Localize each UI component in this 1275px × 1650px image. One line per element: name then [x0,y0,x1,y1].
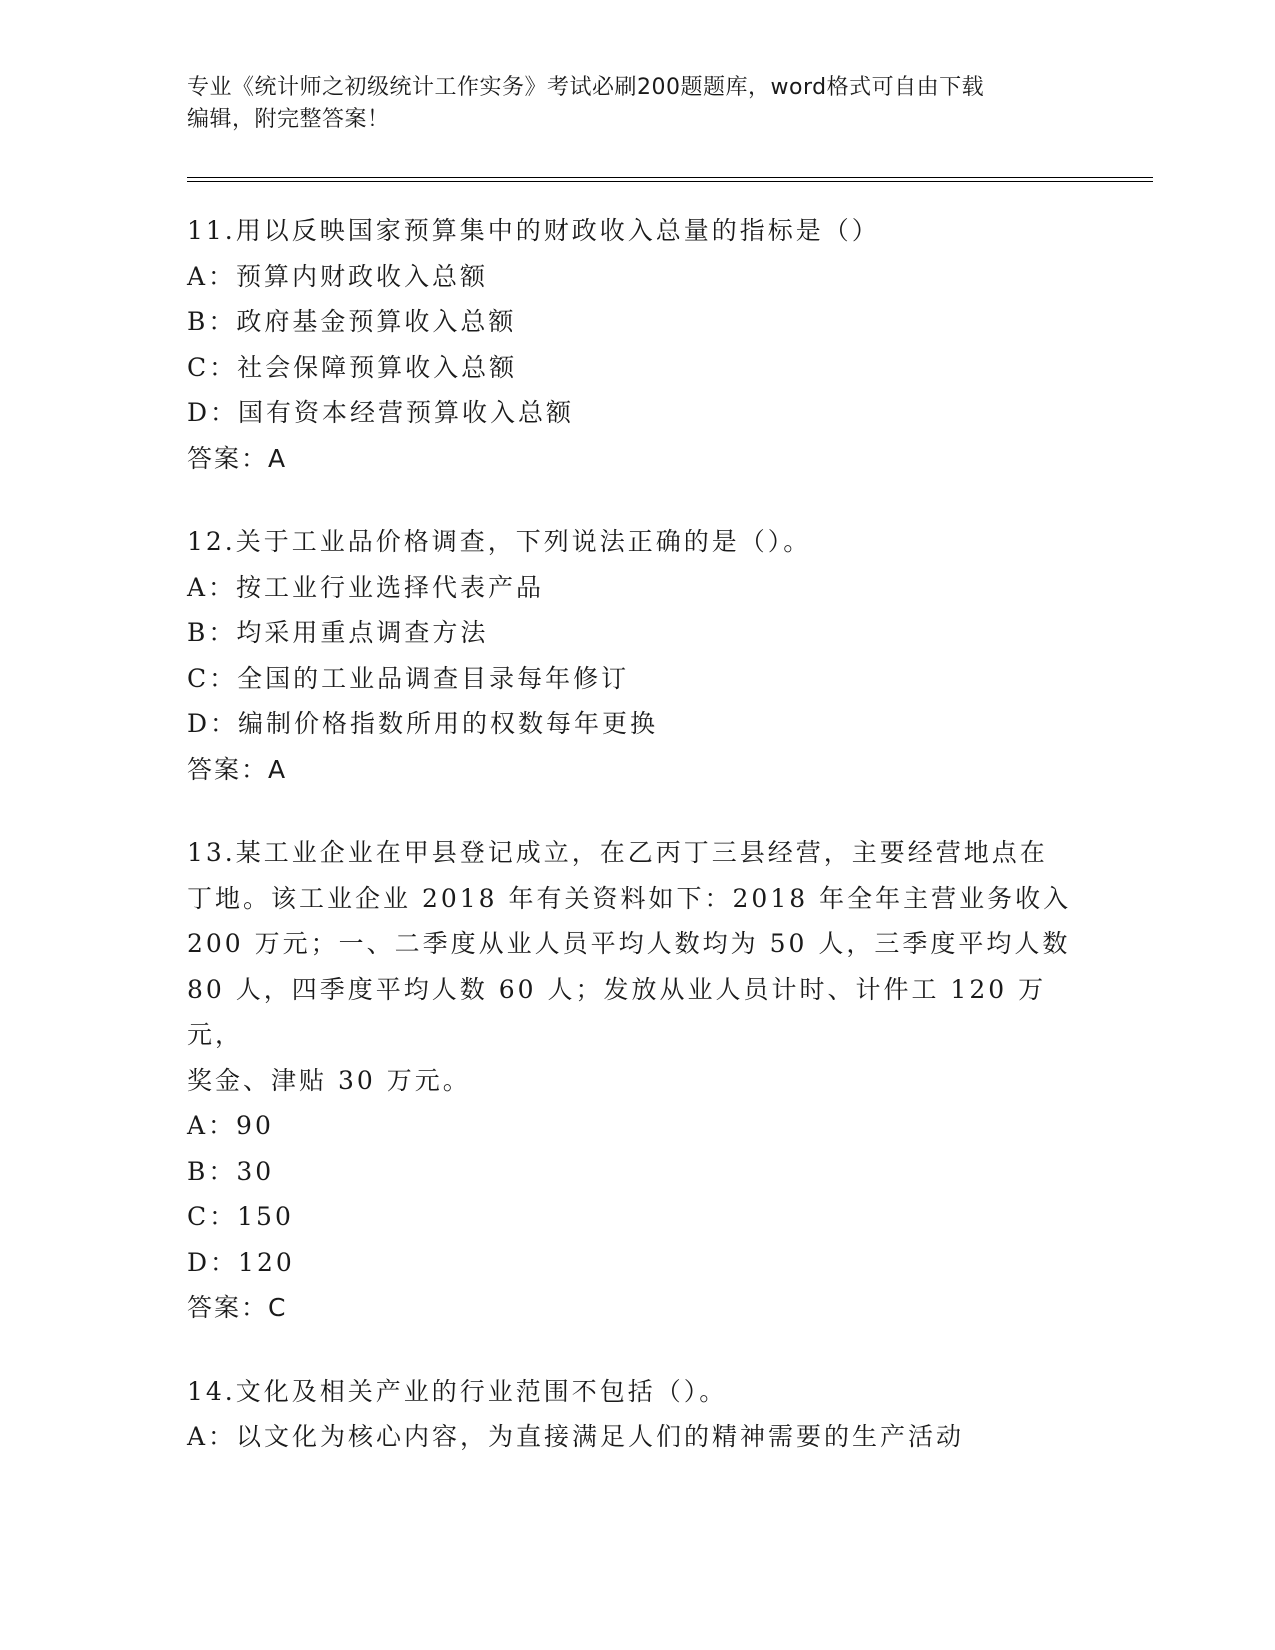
question-13 [187,830,1087,1331]
option-d: D：国有资本经营预算收入总额 [187,398,575,427]
header-divider-top [187,177,1153,178]
option-a: A：按工业行业选择代表产品 [187,572,545,602]
option-a: A：90 [187,1111,274,1140]
question-stem-line: 奖金、津贴 30 万元。 [187,1065,471,1095]
option-b: B：政府基金预算收入总额 [187,307,517,336]
option-d: D：120 [187,1247,295,1277]
answer: 答案：A [187,443,288,473]
answer: 答案：C [187,1293,288,1322]
option-d: D：编制价格指数所用的权数每年更换 [187,709,659,738]
answer: 答案：A [187,754,288,784]
document-header: 专业《统计师之初级统计工作实务》考试必刷200题题库，word格式可自由下载 编辑，附完整答案！ [187,75,985,132]
question-list [187,208,1087,1498]
question-stem-line: 13.某工业企业在甲县登记成立，在乙丙丁三县经营，主要经营地点在 [187,838,1048,867]
option-a: A：预算内财政收入总额 [187,261,489,291]
question-stem-line: 丁地。该工业企业 2018 年有关资料如下：2018 年全年主营业务收入 [187,883,1072,913]
option-a: A：以文化为核心内容，为直接满足人们的精神需要的生产活动 [187,1422,965,1451]
question-stem: 11.用以反映国家预算集中的财政收入总量的指标是（） [187,216,880,245]
question-stem: 14.文化及相关产业的行业范围不包括（）。 [187,1376,728,1406]
question-stem-line: 80 人，四季度平均人数 60 人；发放从业人员计时、计件工 120 万元， [187,974,1047,1049]
question-12 [187,519,1087,792]
option-b: B：均采用重点调查方法 [187,618,489,647]
question-11 [187,208,1087,481]
option-b: B：30 [187,1156,275,1186]
question-14 [187,1369,1087,1460]
option-c: C：全国的工业品调查目录每年修订 [187,663,630,693]
question-stem-line: 200 万元；一、二季度从业人员平均人数均为 50 人，三季度平均人数 [187,929,1071,958]
option-c: C：社会保障预算收入总额 [187,352,518,382]
question-stem: 12.关于工业品价格调查，下列说法正确的是（）。 [187,527,812,556]
header-divider-bottom [187,181,1153,182]
option-c: C：150 [187,1202,294,1231]
